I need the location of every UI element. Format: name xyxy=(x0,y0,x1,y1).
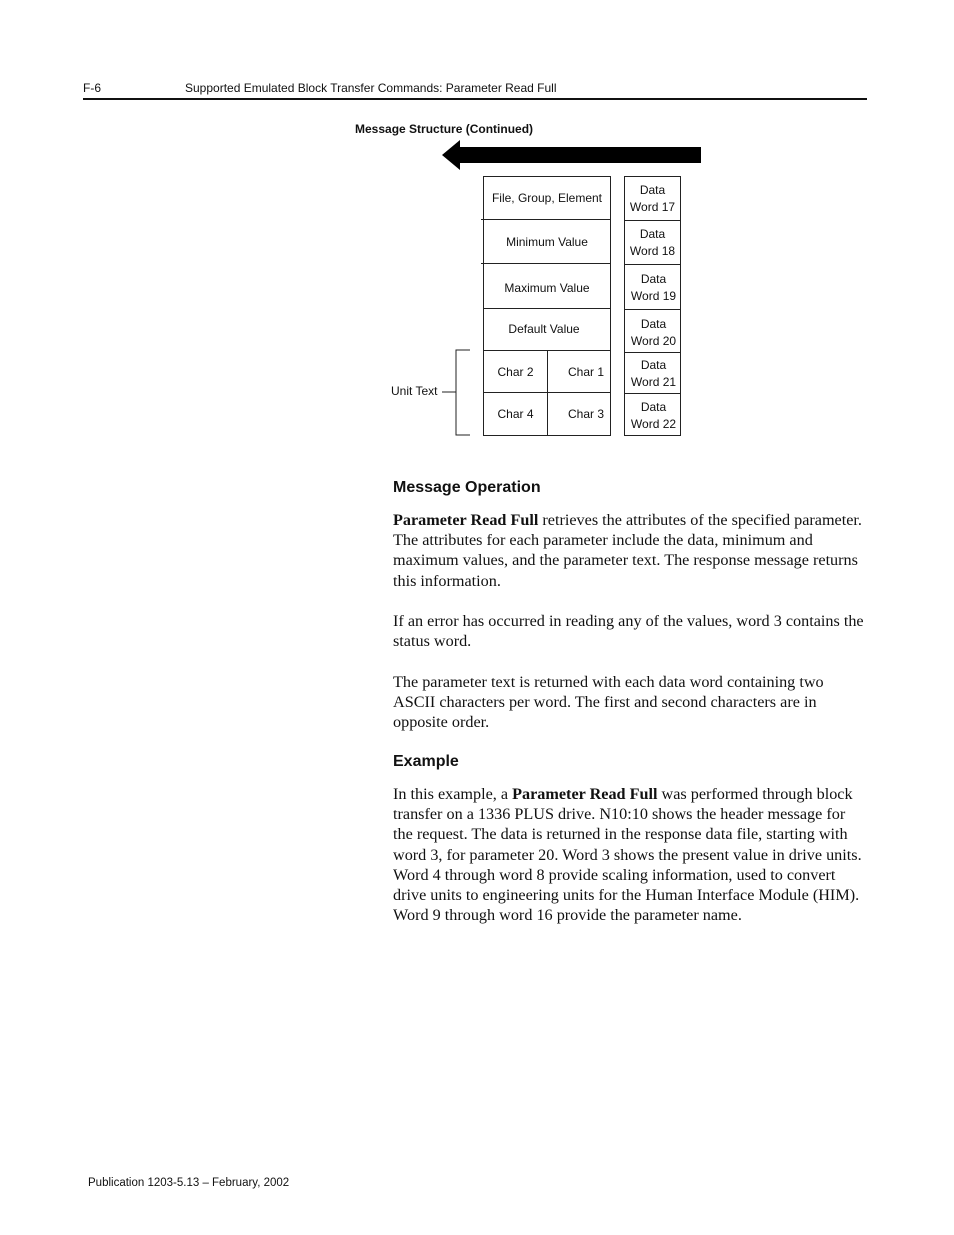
left-arrow-icon xyxy=(442,140,704,170)
paragraph-text: retrieves the attributes of the specified parameter. The attributes for each parameter include the data, minimum and maximum values, and the parameter text. The response message returns this information. xyxy=(393,511,862,590)
unit-text-label: Unit Text xyxy=(391,384,438,398)
row-divider xyxy=(624,309,681,310)
row-divider xyxy=(624,220,681,221)
char-4-cell: Char 4 xyxy=(497,407,534,421)
data-word-19: Data Word 19 xyxy=(630,272,677,303)
row-maximum-value: Maximum Value xyxy=(504,281,590,295)
operation-paragraph-2: If an error has occurred in reading any of the values, word 3 contains the status word. xyxy=(393,612,864,651)
char-1-cell: Char 1 xyxy=(567,364,605,379)
data-word-17: Data Word 17 xyxy=(629,182,676,214)
running-header-title: Supported Emulated Block Transfer Commands: Parameter Read Full xyxy=(185,81,557,95)
row-divider xyxy=(624,393,681,394)
example-heading: Example xyxy=(393,753,459,770)
bold-term: Parameter Read Full xyxy=(393,511,539,529)
header-rule xyxy=(83,98,867,100)
page-number: F-6 xyxy=(83,81,101,95)
data-word-20: Data Word 20 xyxy=(630,317,677,348)
operation-paragraph-1 xyxy=(393,510,869,591)
figure-caption: Message Structure (Continued) xyxy=(355,122,534,136)
row-minimum-value: Minimum Value xyxy=(506,234,588,249)
row-divider xyxy=(481,263,610,264)
row-divider xyxy=(484,308,610,309)
example-text xyxy=(393,784,869,946)
message-operation-text xyxy=(393,510,869,752)
data-word-21: Data Word 21 xyxy=(630,358,677,389)
operation-paragraph-3: The parameter text is returned with each data word containing two ASCII characters per word. The first and second characters are in opposite order. xyxy=(393,672,824,731)
paragraph-text: In this example, a xyxy=(393,785,513,803)
char-3-cell: Char 3 xyxy=(567,407,605,421)
row-divider xyxy=(481,219,610,220)
data-word-18: Data Word 18 xyxy=(629,227,676,258)
example-paragraph xyxy=(393,784,869,925)
message-operation-heading: Message Operation xyxy=(393,479,541,496)
publication-footer: Publication 1203-5.13 – February, 2002 xyxy=(88,1177,290,1189)
row-file-group-element: File, Group, Element xyxy=(491,191,603,205)
row-divider xyxy=(624,264,681,265)
bold-term: Parameter Read Full xyxy=(512,785,658,803)
row-default-value: Default Value xyxy=(508,321,580,336)
data-word-column xyxy=(624,176,681,436)
data-word-22: Data Word 22 xyxy=(630,399,677,431)
paragraph-text: was performed through block transfer on a 1336 PLUS drive. N10:10 shows the header message for the request. The data is returned in the response data file, starting with word 3, for parameter 20. Word 3 shows the present value in drive units. Word 4 through word 8 provide scaling information, used to convert drive units to engineering units for the Human Interface Module (HIM). Word 9 through word 16 provide the parameter name. xyxy=(393,785,862,925)
unit-text-bracket xyxy=(440,349,472,437)
row-divider xyxy=(624,352,681,353)
char-divider xyxy=(547,350,548,435)
char-2-cell: Char 2 xyxy=(497,364,534,379)
